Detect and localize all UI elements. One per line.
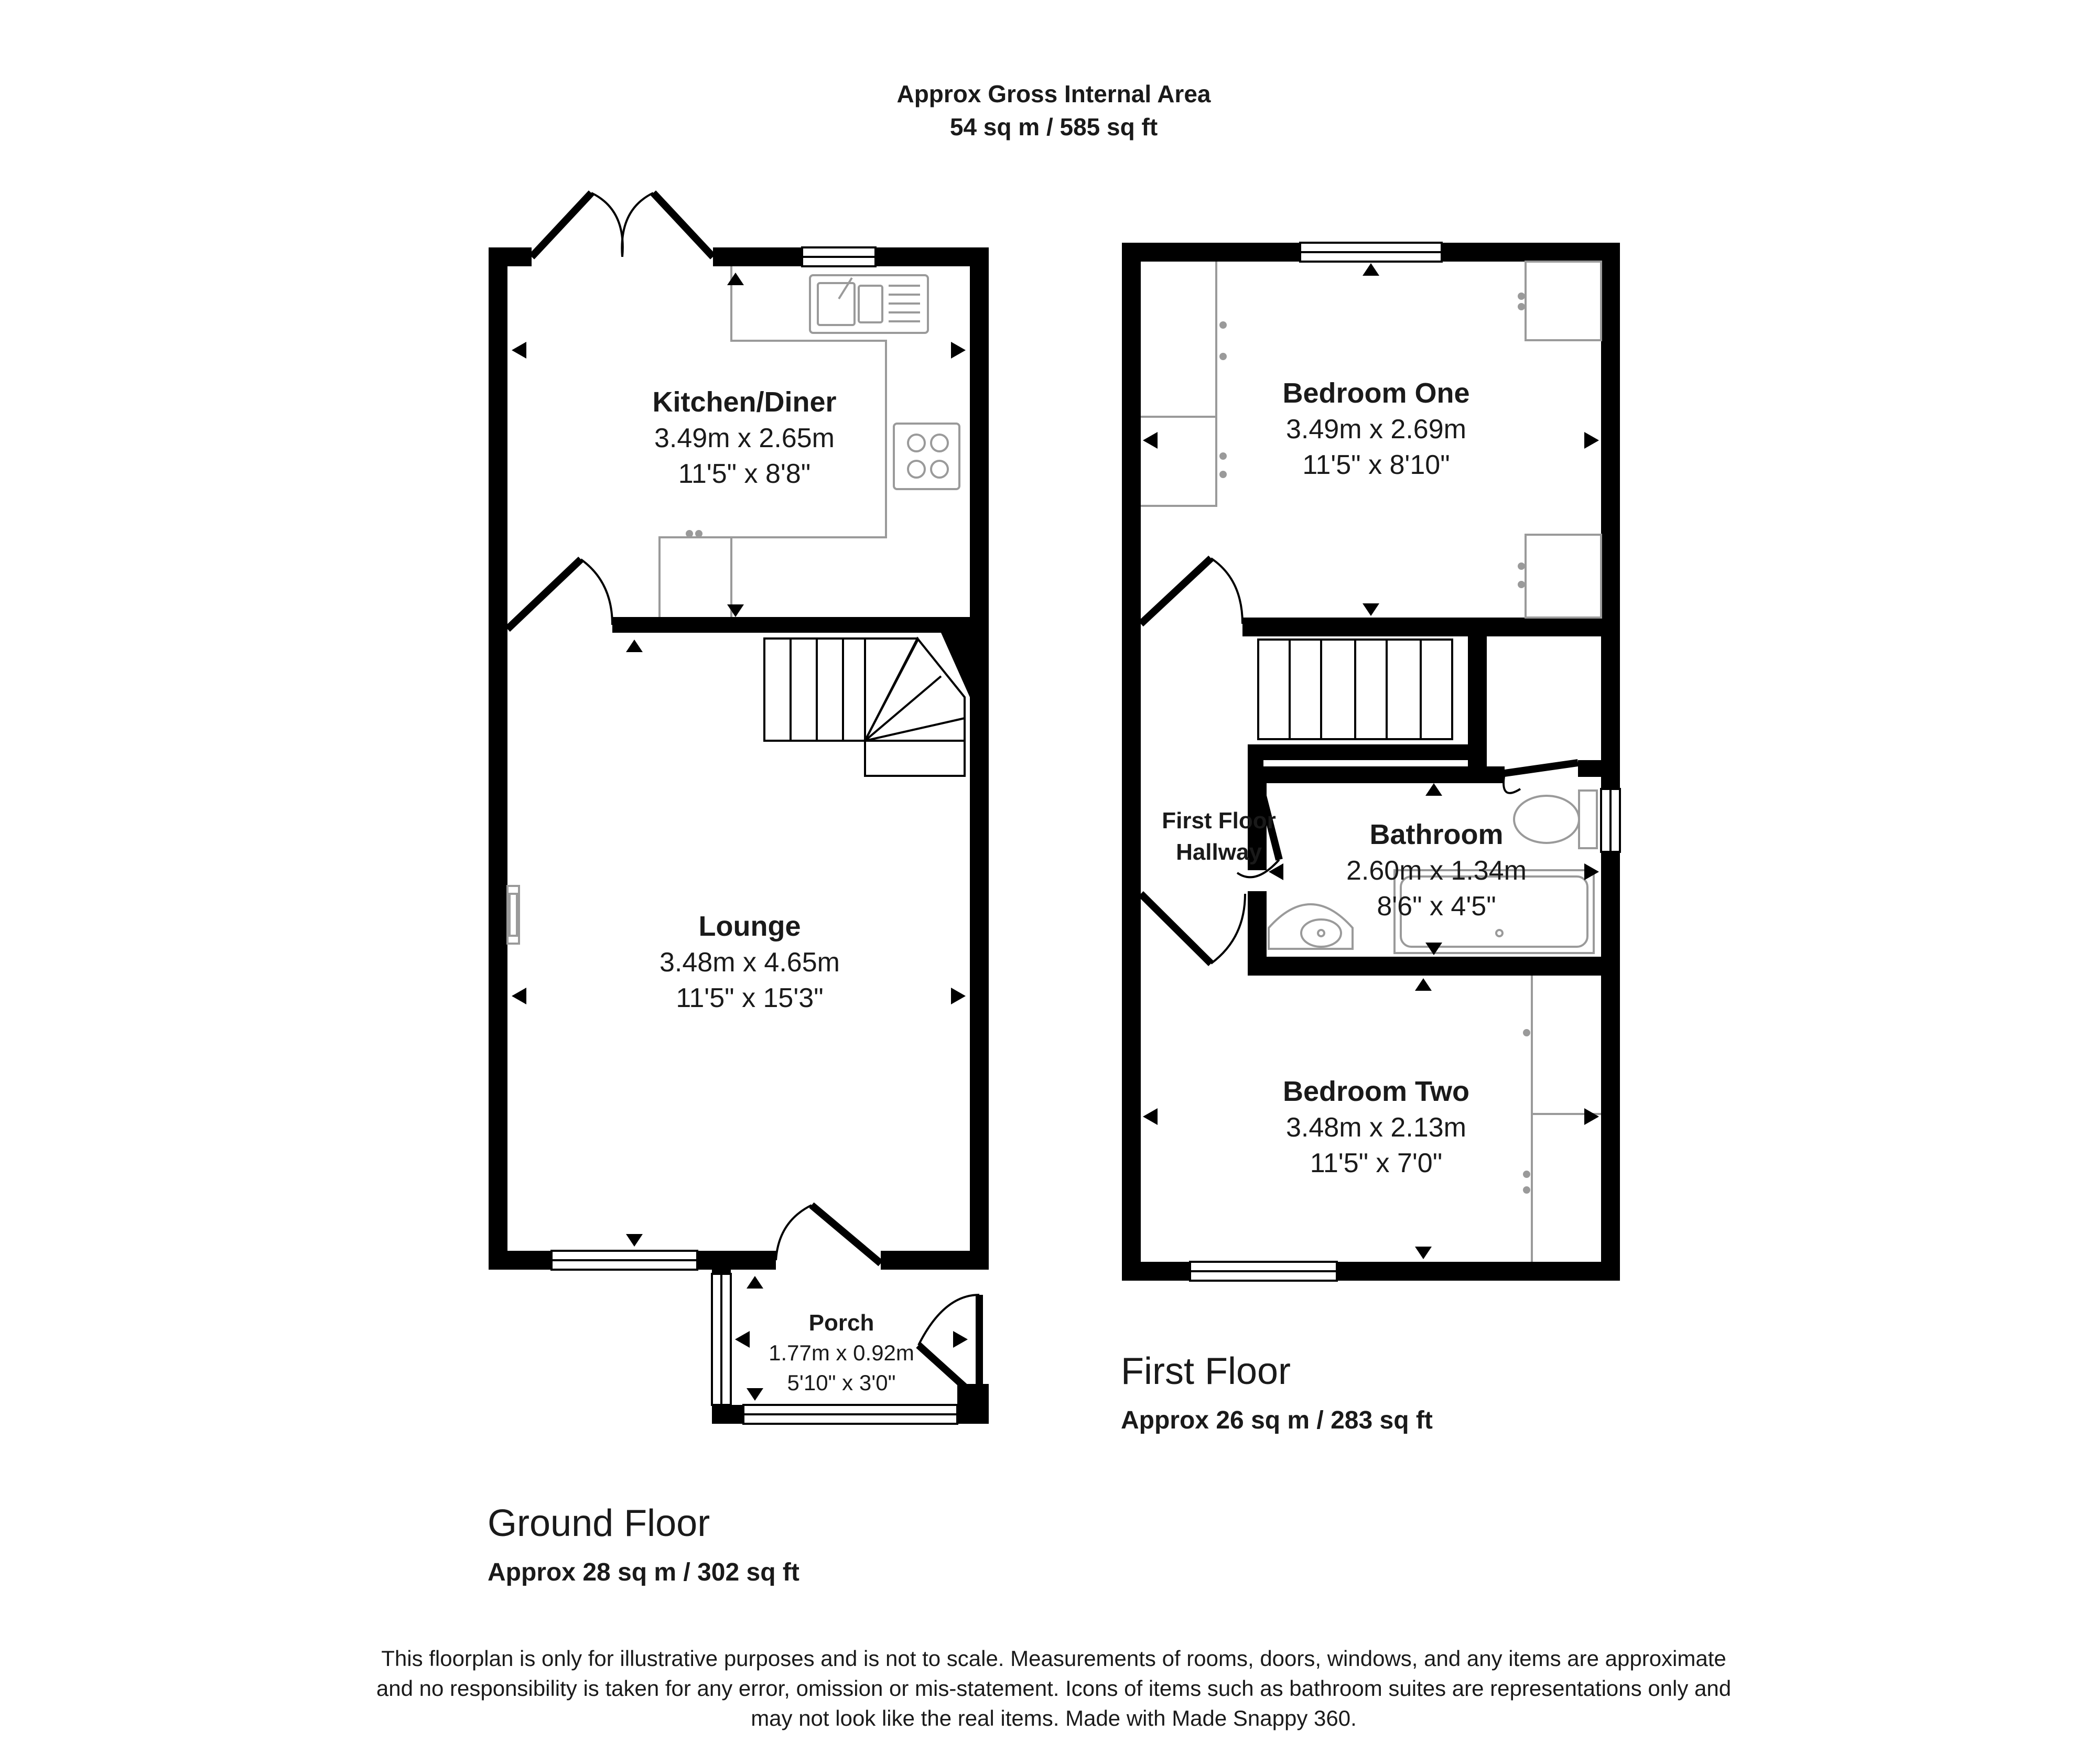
first-floor-fixtures <box>1141 262 1601 1262</box>
cupboard-door <box>1504 763 1578 793</box>
room-label-bedroom-two <box>1283 1076 1469 1178</box>
room-label-kitchen <box>652 386 836 489</box>
hob-icon <box>894 424 959 489</box>
header-area: 54 sq m / 585 sq ft <box>949 113 1158 140</box>
first-floor-plan <box>1122 243 1620 1281</box>
kitchen-door <box>507 559 612 629</box>
toilet-icon <box>1514 791 1597 848</box>
room-label-bedroom-one <box>1282 377 1469 480</box>
ground-floor-area: Approx 28 sq m / 302 sq ft <box>488 1559 799 1586</box>
disclaimer-line-2: and no responsibility is taken for any error, omission or mis-statement. Icons of items such as bathroom suites are representations only and <box>376 1676 1732 1701</box>
first-floor-dimension-arrows <box>1143 263 1599 1259</box>
ground-floor-doors <box>507 193 979 1394</box>
sink-icon <box>810 275 928 333</box>
disclaimer-line-3: may not look like the real items. Made with Made Snappy 360. <box>751 1706 1357 1730</box>
bedroom-one-metric: 3.49m x 2.69m <box>1286 414 1466 445</box>
bedroom-two-imperial: 11'5" x 7'0" <box>1310 1148 1443 1178</box>
lounge-imperial: 11'5" x 15'3" <box>676 983 824 1013</box>
hallway-name-line2: Hallway <box>1176 839 1262 865</box>
lounge-metric: 3.48m x 4.65m <box>660 947 840 978</box>
porch-name: Porch <box>808 1310 874 1336</box>
hallway-name-line1: First Floor <box>1162 808 1276 834</box>
bathroom-imperial: 8'6" x 4'5" <box>1377 891 1496 922</box>
porch-door <box>918 1295 979 1394</box>
kitchen-metric: 3.49m x 2.65m <box>654 423 835 453</box>
lounge-name: Lounge <box>698 911 801 942</box>
first-floor-stairs <box>1258 640 1452 739</box>
ground-floor-stairs <box>764 638 965 776</box>
bedroom-one-name: Bedroom One <box>1282 377 1470 409</box>
room-label-lounge <box>660 911 840 1013</box>
fireplace-icon <box>507 886 519 944</box>
room-label-porch <box>769 1310 914 1395</box>
french-doors <box>532 193 713 257</box>
porch-imperial: 5'10" x 3'0" <box>787 1370 896 1395</box>
bedroom-two-metric: 3.48m x 2.13m <box>1286 1112 1466 1143</box>
basin-icon <box>1269 904 1353 949</box>
kitchen-imperial: 11'5" x 8'8" <box>678 459 811 489</box>
bathroom-name: Bathroom <box>1369 819 1504 850</box>
first-floor-title: First Floor <box>1121 1350 1291 1392</box>
bedroom-two-name: Bedroom Two <box>1283 1076 1469 1107</box>
ground-floor-title: Ground Floor <box>488 1502 710 1544</box>
room-label-bathroom <box>1346 819 1527 922</box>
bedroom-one-imperial: 11'5" x 8'10" <box>1302 450 1450 480</box>
ground-floor-plan <box>489 193 989 1424</box>
header-title: Approx Gross Internal Area <box>896 80 1211 107</box>
disclaimer <box>376 1646 1731 1730</box>
kitchen-name: Kitchen/Diner <box>652 386 837 418</box>
bedroom-two-door <box>1141 894 1245 964</box>
porch-metric: 1.77m x 0.92m <box>769 1340 914 1365</box>
first-floor-area: Approx 26 sq m / 283 sq ft <box>1121 1406 1433 1434</box>
front-door <box>776 1205 881 1263</box>
bedroom-one-door <box>1141 558 1242 624</box>
bathroom-metric: 2.60m x 1.34m <box>1346 856 1527 886</box>
disclaimer-line-1: This floorplan is only for illustrative purposes and is not to scale. Measurements of rooms, doors, windows, and any items are approximate <box>381 1646 1726 1671</box>
